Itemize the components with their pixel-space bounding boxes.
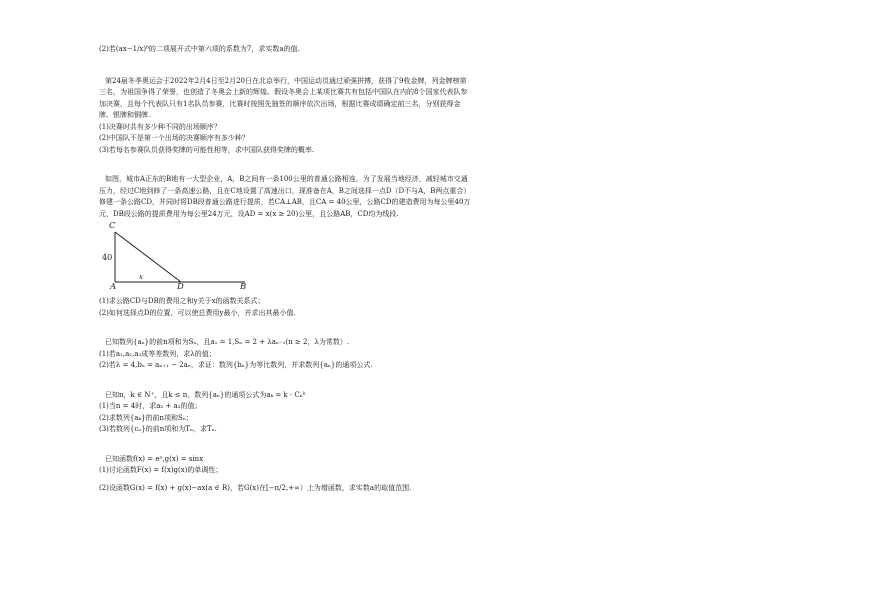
question-sequence-2-stem: 已知n，k ∈ N⁺，且k ≤ n，数列{aₙ}的通项公式为aₖ = k · Cₙᵏ [105,390,306,399]
question-road-item-2: (2)如何选择点D的位置，可以使总费用y最小，并求出其最小值. [99,308,296,317]
question-binomial-part2: (2)若(ax−1/x)⁸的二项展开式中第六项的系数为7，求实数a的值. [99,45,300,53]
question-function-item-1: (1)讨论函数F(x) = f(x)g(x)的单调性； [99,466,223,474]
question-sequence-1-item-1: (1)若a₁,a₂,a₃成等差数列，求λ的值； [99,349,216,358]
question-function [99,454,471,495]
question-sequence-2 [99,390,471,436]
question-road [99,174,471,319]
question-olympics-item-3: (3)若每名参赛队员获得奖牌的可能性相等，求中国队获得奖牌的概率. [99,145,315,154]
label-segment-x: x [139,273,143,281]
label-side-40: 40 [102,253,113,262]
question-sequence-2-item-3: (3)若数列{cₙ}的前n项和为Tₙ，求Tₙ. [99,425,217,433]
question-list [99,44,471,494]
question-sequence-1 [99,337,471,372]
question-sequence-1-item-2: (2)若λ = 4,bₙ = aₙ₊₁ − 2aₙ，求证：数列{bₙ}为等比数列，并求数列{aₙ}的通项公式. [99,361,373,369]
question-function-stem: 已知函数f(x) = eˣ,g(x) = sinx [105,454,204,463]
question-olympics [99,76,471,157]
question-sequence-2-item-1: (1)当n = 4时，求a₂ + a₃的值； [99,402,202,410]
question-olympics-item-2: (2)中国队不是第一个出场的决赛顺序有多少种？ [99,134,249,142]
question-function-item-2: (2)设函数G(x) = f(x) + g(x)−ax(a ∈ R)，若G(x)在[−π/2,+∞）上为增函数，求实数a的取值范围. [99,483,412,492]
question-sequence-2-item-2: (2)求数列{aₖ}的前n项和Sₙ； [99,413,193,422]
label-point-b: B [240,282,247,292]
question-road-item-1: (1)求公路CD与DB的费用之和y关于x的函数关系式； [99,297,265,305]
geometry-figure [99,222,259,292]
label-point-a: A [110,282,117,292]
question-road-stem: 如图，城市A正东的B地有一大型企业，A，B之间有一条100公里的普通公路相连，为了发展当地经济，减轻城市交通压力，经过C地到修了一条高速公路，且在C地设置了高速出口，现准备在A，B之间选择一点D（D不与A，B两点重合）修建一条公路CD，并同时将DB段普通公路进行提质，若CA⊥AB，且CA = 40公里，公路CD的建造费用为每公里40万元，DB段公路的提质费用为每公里24万元，设AD = x(x ≥ 20)公里，且公路AB，CD均为线段. [99,175,471,218]
question-olympics-stem: 第24届冬季奥运会于2022年2月4日至2月20日在北京举行，中国运动员通过顽强拼搏，获得了9枚金牌，列金牌榜第三名，为祖国争得了荣誉，也创造了冬奥会上新的辉煌。假设冬奥会上某项比赛共有包括中国队在内的8个国家代表队参加决赛，且每个代表队只有1名队员参赛，比赛时按照先抽签的顺序依次出场，根据比赛成绩确定前三名，分别获得金牌、银牌和铜牌. [99,76,468,119]
question-olympics-item-1: (1)决赛时共有多少种不同的出场顺序？ [99,122,221,131]
label-point-c: C [109,221,116,231]
question-sequence-1-stem: 已知数列{aₙ}的前n项和为Sₙ，且a₁ = 1,Sₙ = 2 + λaₙ₋₁(n ≥ 2，λ为常数）. [105,338,350,346]
label-point-d: D [177,282,184,292]
